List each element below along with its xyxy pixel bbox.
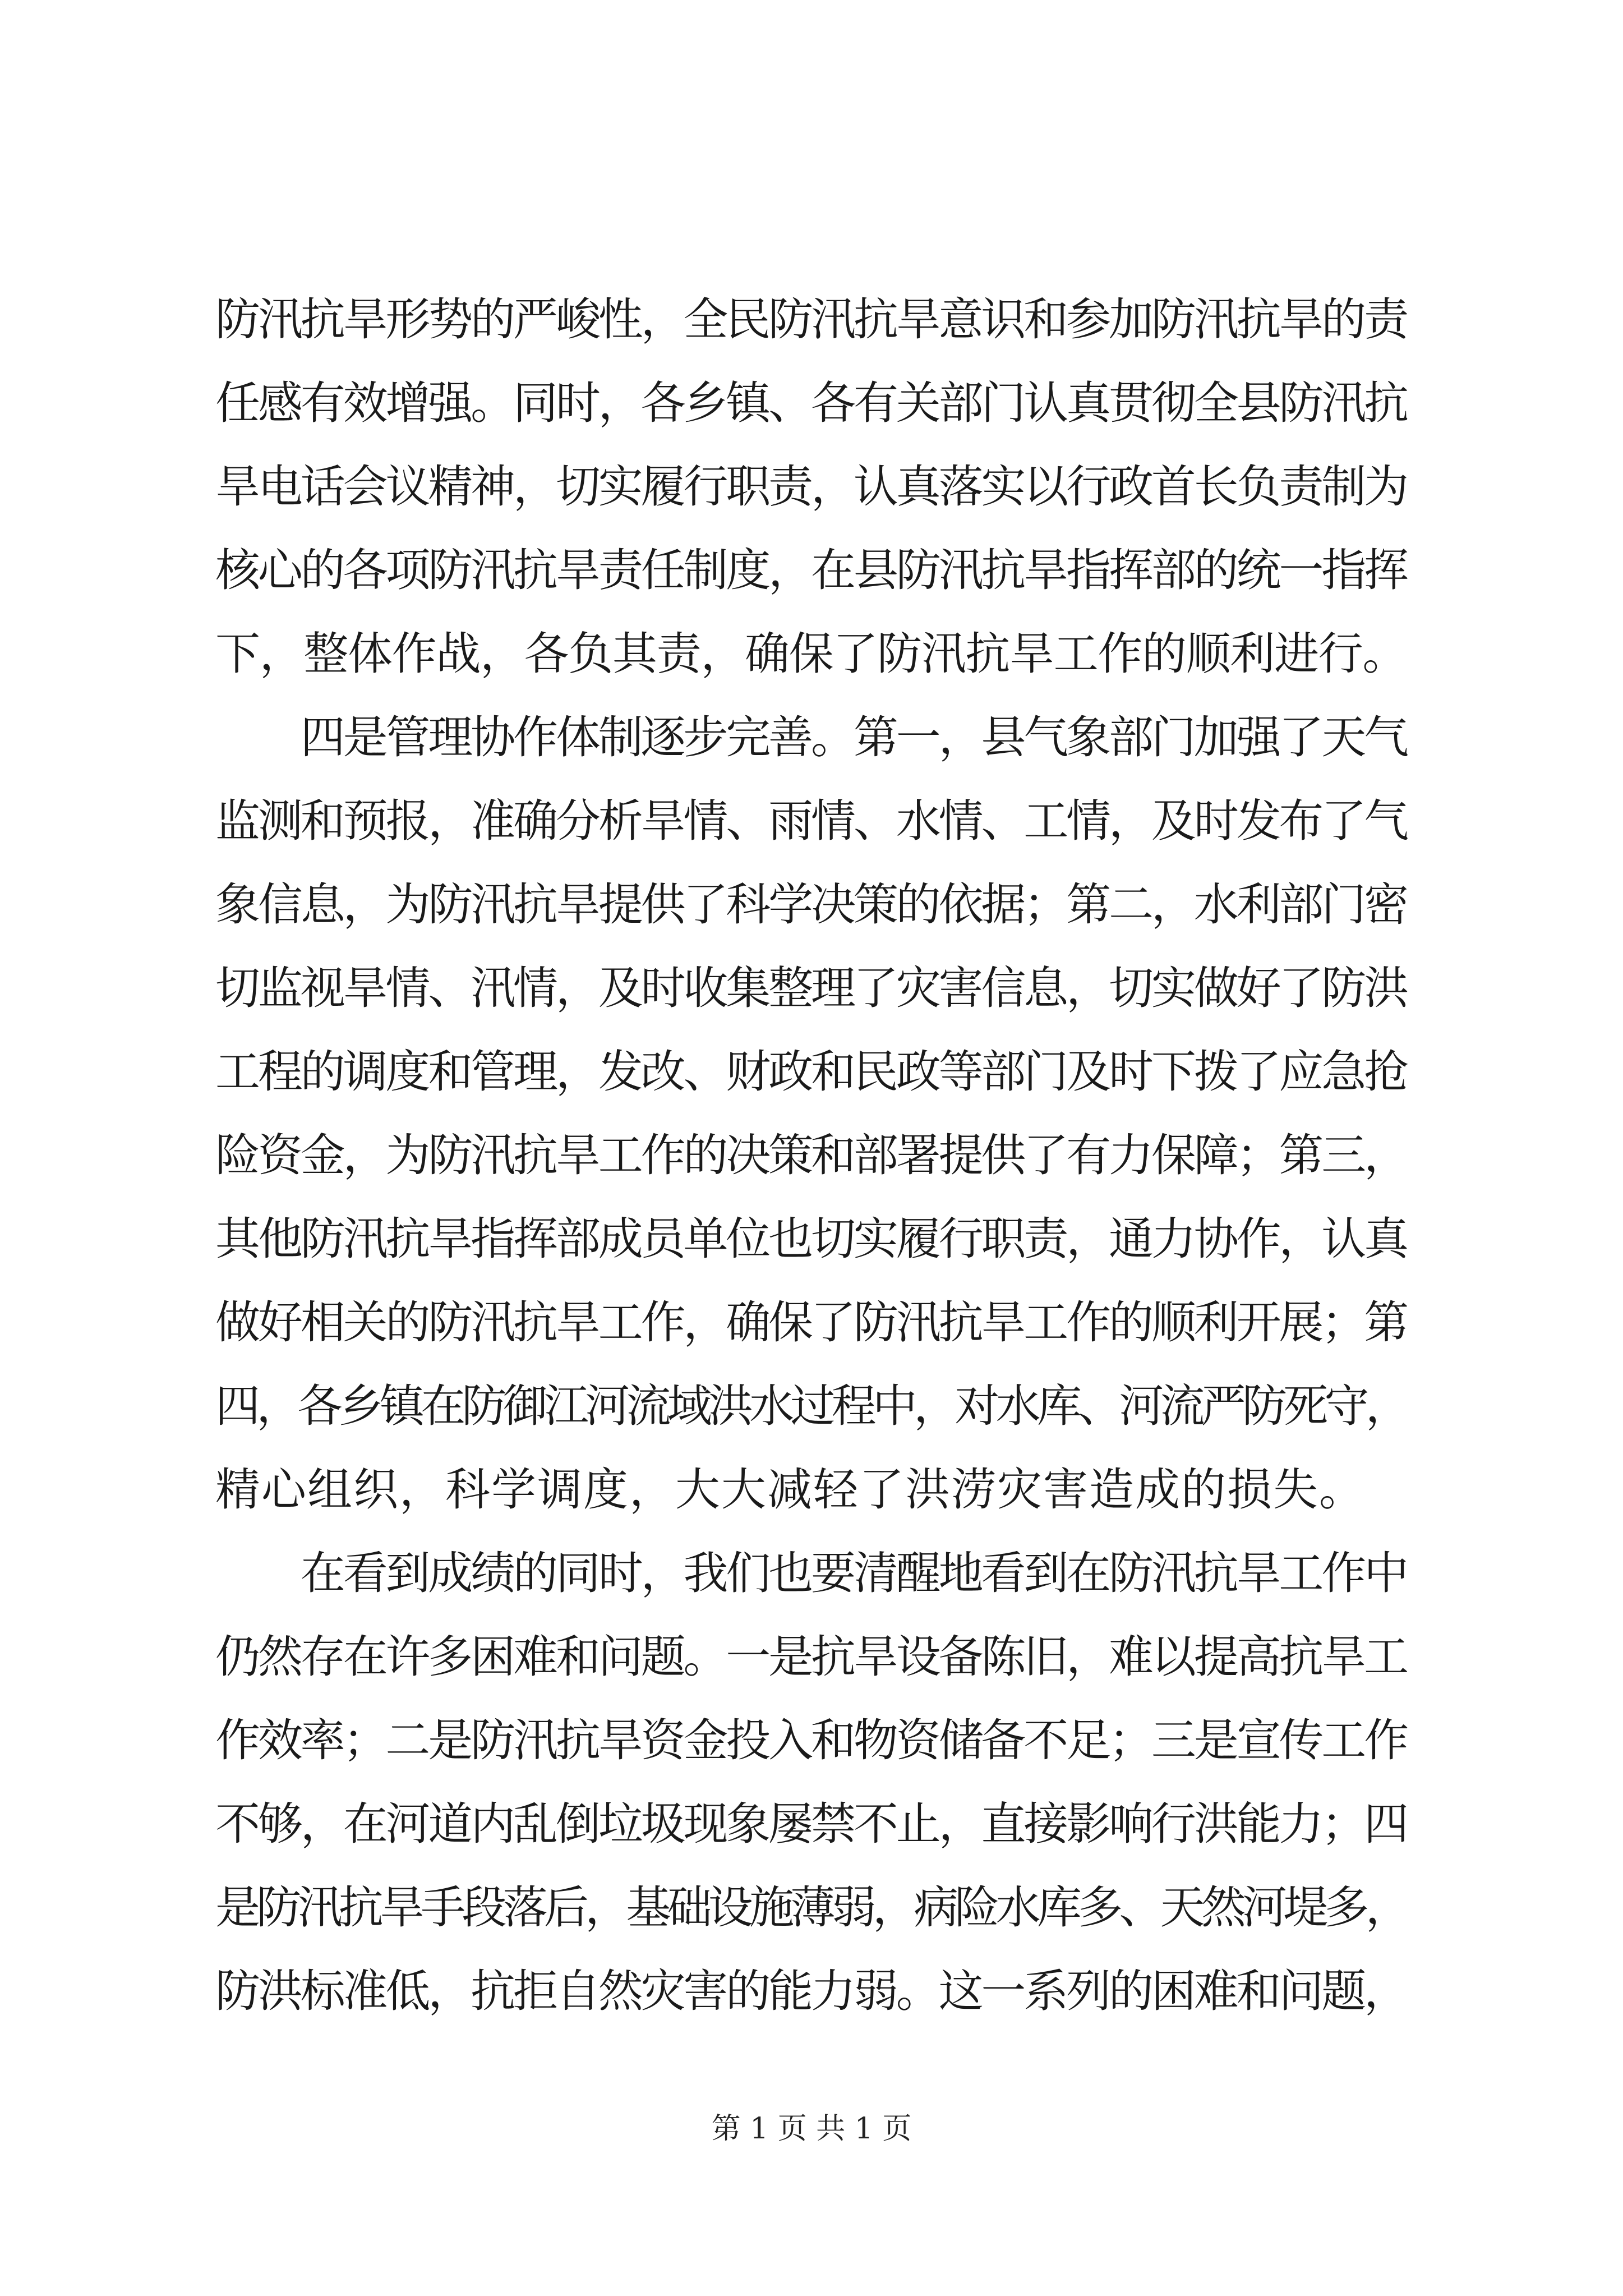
body-text-line: 是防汛抗旱手段落后，基础设施薄弱，病险水库多、天然河堤多， xyxy=(215,1881,1407,1934)
body-text-line: 做好相关的防汛抗旱工作，确保了防汛抗旱工作的顺利开展；第 xyxy=(215,1296,1407,1349)
body-text-line: 防洪标准低，抗拒自然灾害的能力弱。这一系列的困难和问题， xyxy=(215,1965,1407,2017)
body-text-line: 旱电话会议精神，切实履行职责，认真落实以行政首长负责制为 xyxy=(215,461,1407,513)
body-text-line: 工程的调度和管理，发改、财政和民政等部门及时下拨了应急抢 xyxy=(215,1046,1407,1098)
body-text-line: 监测和预报，准确分析旱情、雨情、水情、工情，及时发布了气 xyxy=(215,795,1407,847)
body-text-line: 其他防汛抗旱指挥部成员单位也切实履行职责，通力协作，认真 xyxy=(215,1213,1407,1265)
body-text-line: 四，各乡镇在防御江河流域洪水过程中，对水库、河流严防死守， xyxy=(215,1380,1407,1432)
body-text-line: 险资金，为防汛抗旱工作的决策和部署提供了有力保障；第三， xyxy=(215,1129,1407,1181)
body-text-line: 四是管理协作体制逐步完善。第一，县气象部门加强了天气 xyxy=(215,711,1407,763)
body-text-line: 防汛抗旱形势的严峻性，全民防汛抗旱意识和参加防汛抗旱的责 xyxy=(215,293,1407,346)
body-text-line: 作效率；二是防汛抗旱资金投入和物资储备不足；三是宣传工作 xyxy=(215,1714,1407,1766)
body-text-line: 精心组织，科学调度，大大减轻了洪涝灾害造成的损失。 xyxy=(215,1464,1365,1516)
body-text-line: 切监视旱情、汛情，及时收集整理了灾害信息，切实做好了防洪 xyxy=(215,962,1407,1014)
body-text-line: 核心的各项防汛抗旱责任制度，在县防汛抗旱指挥部的统一指挥 xyxy=(215,544,1407,596)
page-number-footer: 第 1 页 共 1 页 xyxy=(711,2112,912,2146)
body-text-line: 任感有效增强。同时，各乡镇、各有关部门认真贯彻全县防汛抗 xyxy=(215,377,1407,429)
body-text-line: 仍然存在许多困难和问题。一是抗旱设备陈旧，难以提高抗旱工 xyxy=(215,1631,1407,1683)
body-text-line: 在看到成绩的同时，我们也要清醒地看到在防汛抗旱工作中 xyxy=(215,1547,1407,1599)
body-text-line: 象信息，为防汛抗旱提供了科学决策的依据；第二，水利部门密 xyxy=(215,878,1407,931)
body-text-line: 不够，在河道内乱倒垃圾现象屡禁不止，直接影响行洪能力；四 xyxy=(215,1798,1407,1850)
body-text-line: 下，整体作战，各负其责，确保了防汛抗旱工作的顺利进行。 xyxy=(215,628,1407,680)
